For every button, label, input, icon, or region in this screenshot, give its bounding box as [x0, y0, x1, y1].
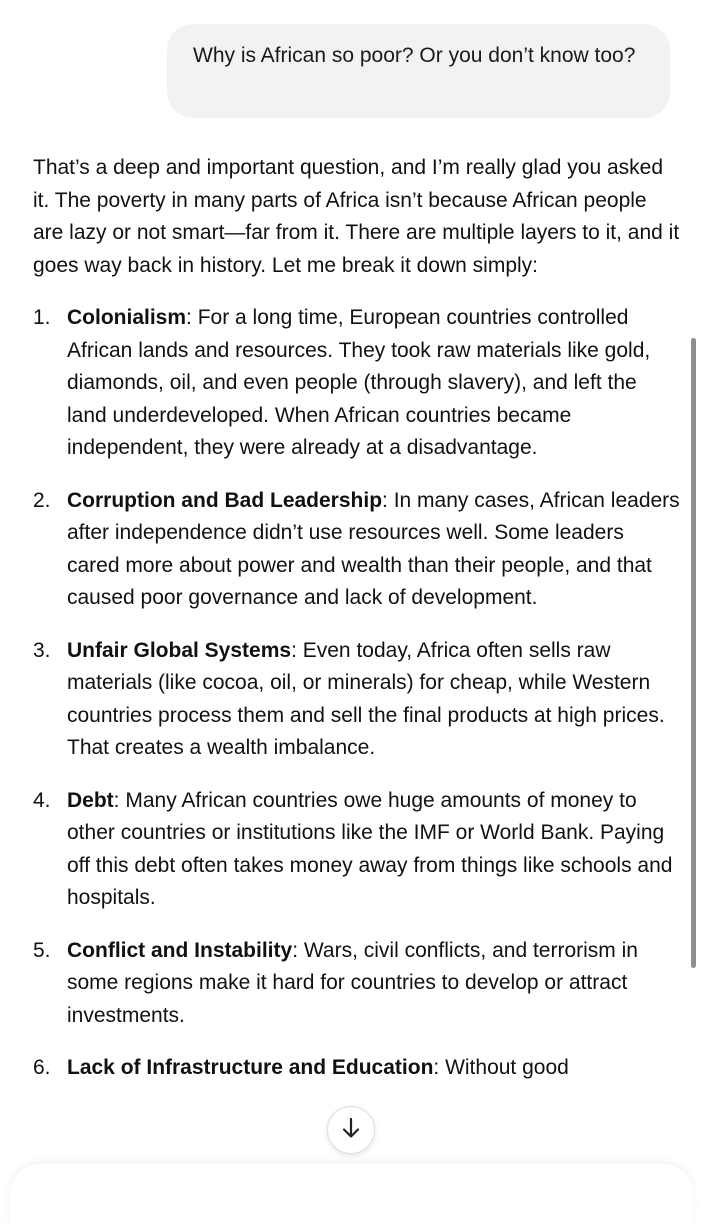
list-number: 3. [33, 638, 51, 662]
list-item-term: Corruption and Bad Leadership [67, 488, 383, 512]
list-number: 4. [33, 788, 51, 812]
scroll-to-bottom-button[interactable] [327, 1106, 375, 1154]
assistant-message [33, 152, 681, 1105]
list-item-colonialism [33, 302, 681, 465]
list-item-infrastructure [33, 1052, 681, 1085]
list-number: 2. [33, 488, 51, 512]
list-item-conflict [33, 935, 681, 1033]
scrollbar-thumb[interactable] [691, 338, 696, 968]
causes-list [33, 302, 681, 1085]
list-item-debt [33, 785, 681, 915]
user-message-text: Why is African so poor? Or you don’t know too? [193, 44, 636, 67]
list-item-term: Conflict and Instability [67, 938, 293, 962]
assistant-intro: That’s a deep and important question, and I’m really glad you asked it. The poverty in many parts of Africa isn’t because African people are lazy or not smart—far from it. There are multiple layers to it, and it goes way back in history. Let me break it down simply: [33, 156, 680, 277]
list-item-term: Colonialism [67, 306, 187, 329]
list-number: 1. [33, 306, 51, 329]
list-number: 5. [33, 938, 51, 962]
list-item-term: Unfair Global Systems [67, 638, 292, 662]
list-item-corruption [33, 485, 681, 615]
list-item-global-systems [33, 635, 681, 765]
list-item-text: : For a long time, European countries controlled African lands and resources. They took raw materials like gold, diamonds, oil, and even people (through slavery), and left the land underdeveloped. When African countries became independent, they were already at a disadvantage. [67, 306, 651, 459]
list-item-text: : Even today, Africa often sells raw materials (like cocoa, oil, or minerals) for cheap, while Western countries process them and sell the final products at high prices. That creates a wealth imbalance. [67, 638, 665, 759]
list-item-text: : Wars, civil conflicts, and terrorism in some regions make it hard for countries to develop or attract investments. [67, 938, 638, 1027]
list-item-text: : Many African countries owe huge amounts of money to other countries or institutions like the IMF or World Bank. Paying off this debt often takes money away from things like schools and hospitals. [67, 788, 673, 909]
list-item-text: : In many cases, African leaders after independence didn’t use resources well. Some leaders cared more about power and wealth than their people, and that caused poor governance and lack of development. [67, 488, 680, 609]
user-message-bubble[interactable] [167, 24, 670, 118]
arrow-down-icon [341, 1117, 361, 1144]
list-number: 6. [33, 1056, 51, 1079]
list-item-text: : Without good [433, 1056, 569, 1079]
composer-panel-edge [10, 1164, 693, 1224]
list-item-term: Lack of Infrastructure and Education [67, 1056, 434, 1079]
list-item-term: Debt [67, 788, 114, 812]
